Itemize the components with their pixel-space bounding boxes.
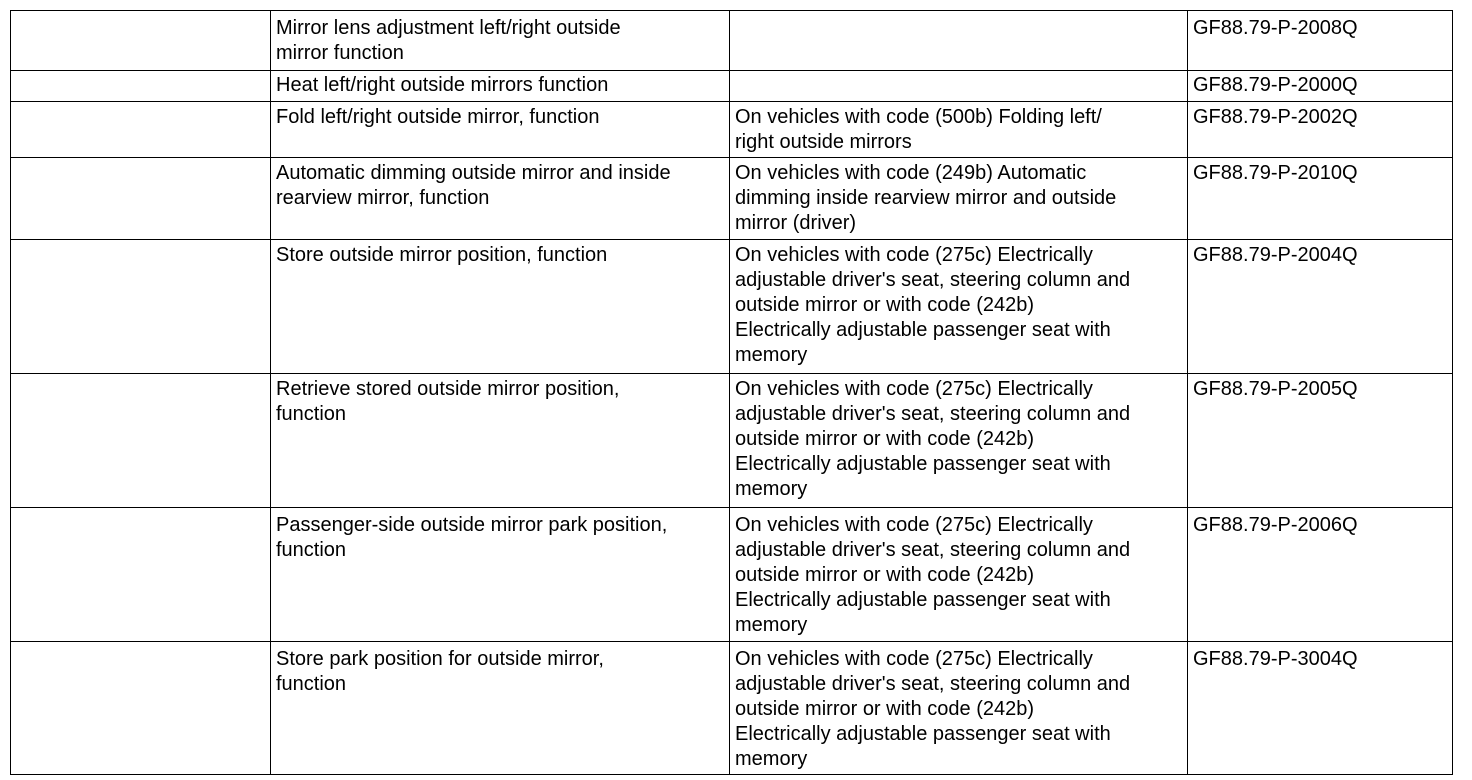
table-row	[11, 158, 1453, 240]
function-cell: Heat left/right outside mirrors function	[271, 71, 730, 102]
function-cell: Automatic dimming outside mirror and inside rearview mirror, function	[271, 158, 730, 240]
empty-cell	[11, 240, 271, 374]
function-cell: Retrieve stored outside mirror position, function	[271, 374, 730, 508]
condition-cell	[730, 11, 1188, 71]
function-cell: Passenger-side outside mirror park position, function	[271, 508, 730, 642]
condition-cell: On vehicles with code (275c) Electrically adjustable driver's seat, steering column and outside mirror or with code (242b) Electrically adjustable passenger seat with memory	[730, 240, 1188, 374]
function-cell: Mirror lens adjustment left/right outside mirror function	[271, 11, 730, 71]
empty-cell	[11, 158, 271, 240]
condition-cell: On vehicles with code (275c) Electrically adjustable driver's seat, steering column and outside mirror or with code (242b) Electrically adjustable passenger seat with memory	[730, 374, 1188, 508]
empty-cell	[11, 71, 271, 102]
condition-cell: On vehicles with code (249b) Automatic dimming inside rearview mirror and outside mirror (driver)	[730, 158, 1188, 240]
function-cell: Fold left/right outside mirror, function	[271, 102, 730, 158]
document-number-cell[interactable]: GF88.79-P-2000Q	[1188, 71, 1453, 102]
empty-cell	[11, 102, 271, 158]
function-reference-table	[10, 10, 1453, 775]
table-row	[11, 240, 1453, 374]
function-cell: Store outside mirror position, function	[271, 240, 730, 374]
document-number-cell[interactable]: GF88.79-P-2010Q	[1188, 158, 1453, 240]
table-row	[11, 102, 1453, 158]
empty-cell	[11, 374, 271, 508]
document-number-cell[interactable]: GF88.79-P-2004Q	[1188, 240, 1453, 374]
empty-cell	[11, 11, 271, 71]
table-row	[11, 508, 1453, 642]
condition-cell: On vehicles with code (500b) Folding left/ right outside mirrors	[730, 102, 1188, 158]
empty-cell	[11, 642, 271, 775]
condition-cell: On vehicles with code (275c) Electrically adjustable driver's seat, steering column and outside mirror or with code (242b) Electrically adjustable passenger seat with memory	[730, 508, 1188, 642]
document-number-cell[interactable]: GF88.79-P-2006Q	[1188, 508, 1453, 642]
table-row	[11, 374, 1453, 508]
condition-cell	[730, 71, 1188, 102]
document-number-cell[interactable]: GF88.79-P-2002Q	[1188, 102, 1453, 158]
document-number-cell[interactable]: GF88.79-P-2008Q	[1188, 11, 1453, 71]
condition-cell: On vehicles with code (275c) Electrically adjustable driver's seat, steering column and outside mirror or with code (242b) Electrically adjustable passenger seat with memory	[730, 642, 1188, 775]
document-number-cell[interactable]: GF88.79-P-2005Q	[1188, 374, 1453, 508]
empty-cell	[11, 508, 271, 642]
table-row	[11, 11, 1453, 71]
function-cell: Store park position for outside mirror, function	[271, 642, 730, 775]
table-row	[11, 71, 1453, 102]
table-row	[11, 642, 1453, 775]
document-number-cell[interactable]: GF88.79-P-3004Q	[1188, 642, 1453, 775]
